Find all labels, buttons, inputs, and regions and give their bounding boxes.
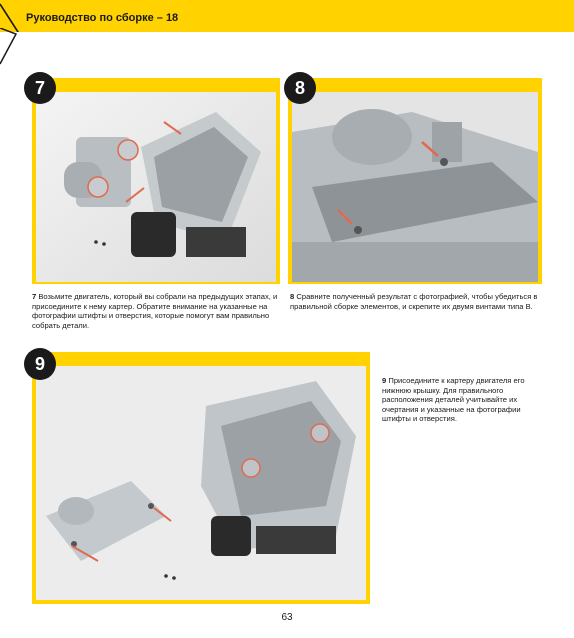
step9-caption-text: Присоедините к картеру двигателя его нижнюю крышку. Для правильного расположения деталей учитывайте их очертания и указанные на фотографии штифты и отверстия. [382,376,525,424]
step8-photo [292,92,538,282]
step9-engine-block [201,381,356,556]
step9-photo [36,366,366,600]
step9-caption [382,376,532,424]
step7-caption [32,292,280,330]
step8-caption-number: 8 [290,292,295,301]
step9-caption-number: 9 [382,376,387,385]
step8-badge: 8 [284,72,316,104]
step8-caption-text: Сравните полученный результат с фотографией, чтобы убедиться в правильной сборке элементов, и скрепите их двумя винтами типа B. [290,292,538,311]
step7-caption-number: 7 [32,292,37,301]
header-corner-mark [0,28,20,68]
step8-caption [290,292,540,311]
step9-badge: 9 [24,348,56,380]
step7-caption-text: Возьмите двигатель, который вы собрали на предыдущих этапах, и присоедините к нему картер. Обратите внимание на указанные на фотографии штифты и отверстия, которые помогут вам правильно собрать детали. [32,292,278,330]
step7-badge: 7 [24,72,56,104]
header-title: Руководство по сборке – 18 [26,12,179,24]
page-number: 63 [281,612,293,623]
step7-photo [36,92,276,282]
